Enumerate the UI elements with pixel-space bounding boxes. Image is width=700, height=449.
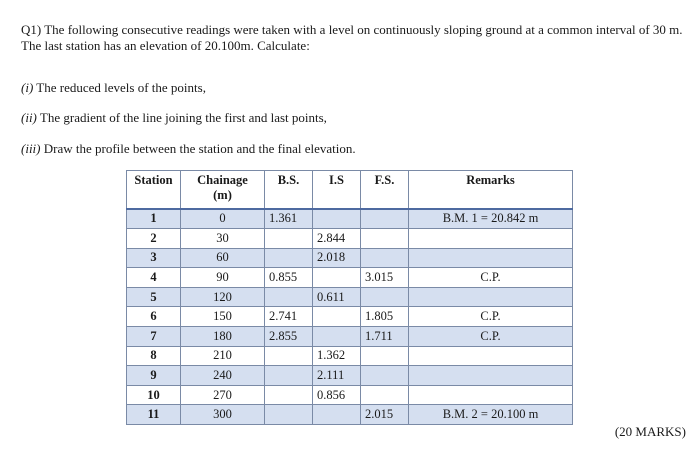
header-station: Station (127, 171, 181, 209)
question-part-2 (21, 110, 327, 126)
cell-remarks (409, 287, 573, 307)
cell-fs (361, 229, 409, 249)
cell-chainage: 150 (181, 307, 265, 327)
cell-chainage: 180 (181, 327, 265, 347)
header-chainage-label: Chainage (197, 173, 248, 187)
part-1-text: The reduced levels of the points, (33, 80, 206, 95)
cell-remarks (409, 229, 573, 249)
cell-station: 8 (127, 346, 181, 366)
cell-is (313, 405, 361, 425)
cell-bs (265, 405, 313, 425)
cell-is (313, 327, 361, 347)
cell-station: 3 (127, 248, 181, 268)
cell-bs (265, 229, 313, 249)
cell-fs: 1.711 (361, 327, 409, 347)
part-2-number: (ii) (21, 110, 37, 125)
cell-chainage: 90 (181, 268, 265, 288)
cell-remarks (409, 346, 573, 366)
cell-remarks: C.P. (409, 268, 573, 288)
cell-chainage: 120 (181, 287, 265, 307)
table-row (127, 229, 573, 249)
question-intro: Q1) The following consecutive readings were taken with a level on continuously sloping ground at a common interval of 30 m. The last station has an elevation of 20.100m. Calculate: (21, 22, 683, 53)
question-part-3 (21, 141, 356, 157)
table-row (127, 327, 573, 347)
cell-bs (265, 366, 313, 386)
header-bs: B.S. (265, 171, 313, 209)
header-fs: F.S. (361, 171, 409, 209)
cell-remarks (409, 366, 573, 386)
cell-station: 9 (127, 366, 181, 386)
cell-is: 0.856 (313, 385, 361, 405)
cell-is: 2.111 (313, 366, 361, 386)
header-chainage-unit: (m) (213, 188, 232, 202)
part-2-text: The gradient of the line joining the first and last points, (36, 110, 327, 125)
cell-chainage: 300 (181, 405, 265, 425)
cell-is (313, 209, 361, 229)
cell-remarks (409, 248, 573, 268)
part-1-number: (i) (21, 80, 34, 95)
cell-chainage: 240 (181, 366, 265, 386)
cell-fs: 2.015 (361, 405, 409, 425)
table-row (127, 287, 573, 307)
cell-is: 2.844 (313, 229, 361, 249)
cell-bs: 0.855 (265, 268, 313, 288)
table-row (127, 209, 573, 229)
cell-fs (361, 385, 409, 405)
cell-bs: 2.855 (265, 327, 313, 347)
cell-station: 5 (127, 287, 181, 307)
cell-bs (265, 385, 313, 405)
cell-bs (265, 346, 313, 366)
cell-remarks: B.M. 2 = 20.100 m (409, 405, 573, 425)
cell-fs (361, 366, 409, 386)
cell-bs (265, 248, 313, 268)
cell-is: 1.362 (313, 346, 361, 366)
cell-remarks: B.M. 1 = 20.842 m (409, 209, 573, 229)
cell-is (313, 307, 361, 327)
cell-bs: 2.741 (265, 307, 313, 327)
cell-is: 2.018 (313, 248, 361, 268)
table-header-row (127, 171, 573, 209)
cell-station: 10 (127, 385, 181, 405)
cell-chainage: 210 (181, 346, 265, 366)
cell-station: 4 (127, 268, 181, 288)
cell-chainage: 30 (181, 229, 265, 249)
table-row (127, 248, 573, 268)
cell-station: 2 (127, 229, 181, 249)
cell-fs: 1.805 (361, 307, 409, 327)
cell-remarks (409, 385, 573, 405)
header-chainage (181, 171, 265, 209)
table-row (127, 385, 573, 405)
cell-fs (361, 248, 409, 268)
cell-remarks: C.P. (409, 327, 573, 347)
question-part-1 (21, 80, 206, 96)
part-3-number: (iii) (21, 141, 41, 156)
cell-fs (361, 209, 409, 229)
cell-bs: 1.361 (265, 209, 313, 229)
cell-remarks: C.P. (409, 307, 573, 327)
table-row (127, 366, 573, 386)
cell-is: 0.611 (313, 287, 361, 307)
levelling-table (126, 170, 573, 425)
cell-chainage: 0 (181, 209, 265, 229)
header-remarks: Remarks (409, 171, 573, 209)
header-is: I.S (313, 171, 361, 209)
cell-is (313, 268, 361, 288)
part-3-text: Draw the profile between the station and the final elevation. (40, 141, 356, 156)
cell-fs (361, 287, 409, 307)
cell-bs (265, 287, 313, 307)
cell-fs: 3.015 (361, 268, 409, 288)
cell-chainage: 270 (181, 385, 265, 405)
cell-fs (361, 346, 409, 366)
cell-station: 7 (127, 327, 181, 347)
marks-label: (20 MARKS) (614, 424, 686, 439)
table-row (127, 346, 573, 366)
cell-station: 6 (127, 307, 181, 327)
table-row (127, 268, 573, 288)
cell-chainage: 60 (181, 248, 265, 268)
table-row (127, 405, 573, 425)
table-row (127, 307, 573, 327)
cell-station: 1 (127, 209, 181, 229)
cell-station: 11 (127, 405, 181, 425)
